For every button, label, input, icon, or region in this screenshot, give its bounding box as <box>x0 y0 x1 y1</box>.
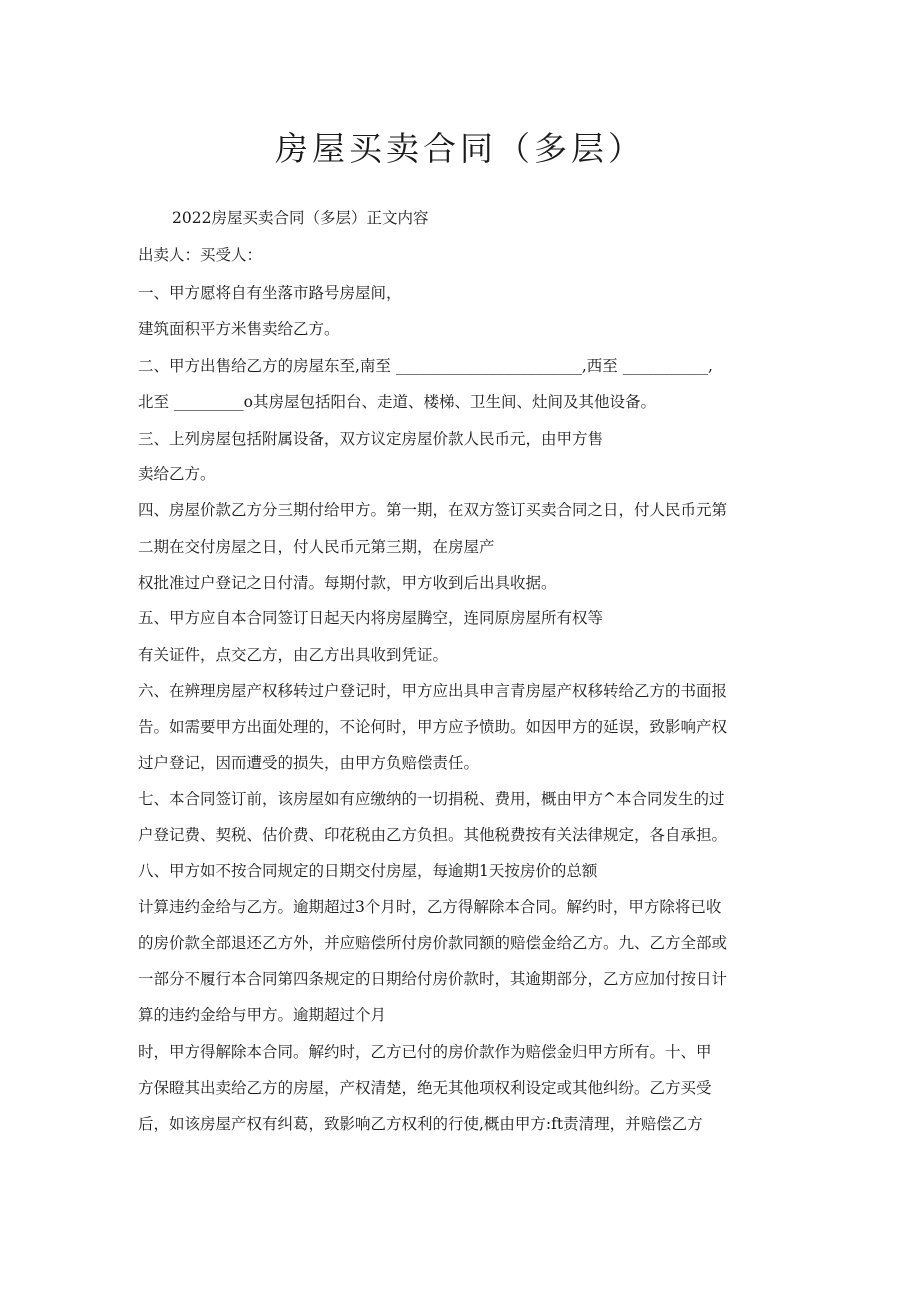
text-line: 计算违约金给与乙方。逾期超过3个月时，乙方得解除本合同。解约时，甲方除将已收 <box>138 898 722 916</box>
text-line: 方保瞪其出卖给乙方的房屋，产权清楚，绝无其他项权利设定或其他纠纷。乙方买受 <box>138 1079 712 1097</box>
text-line: 二期在交付房屋之日，付人民币元第三期，在房屋产 <box>138 538 495 556</box>
text-line: 卖给乙方。 <box>138 465 216 483</box>
text-line: 五、甲方应自本合同签订日起天内将房屋腾空，连同原房屋所有权等 <box>138 609 604 627</box>
text-line: 建筑面积平方米售卖给乙方。 <box>138 320 340 338</box>
text-line: 七、本合同签订前，该房屋如有应缴纳的一切捐税、费用，概由甲方^本合同发生的过 <box>138 790 725 808</box>
text-line: 权批准过户登记之日付清。每期付款，甲方收到后出具收据。 <box>138 574 557 592</box>
text-line: 一部分不履行本合同第四条规定的日期给付房价款时，其逾期部分，乙方应加付按日计 <box>138 970 728 988</box>
text-line: 六、在辨理房屋产权移转过户登记时，甲方应出具申言青房屋产权移转给乙方的书面报 <box>138 682 728 700</box>
text-line: 出卖人：买受人： <box>138 246 263 264</box>
text-line: 三、上列房屋包括附属设备，双方议定房屋价款人民币元，由甲方售 <box>138 430 604 448</box>
document-subtitle: 2022房屋买卖合同（多层）正文内容 <box>172 209 429 227</box>
text-line: 四、房屋价款乙方分三期付给甲方。第一期，在双方签订买卖合同之日，付人民币元第 <box>138 501 728 519</box>
text-line: 八、甲方如不按合同规定的日期交付房屋，每逾期1天按房价的总额 <box>138 862 598 880</box>
text-line: 的房价款全部退还乙方外，并应赔偿所付房价款同额的赔偿金给乙方。九、乙方全部或 <box>138 934 728 952</box>
text-line: 算的违约金给与甲方。逾期超过个月 <box>138 1006 387 1024</box>
text-line: 告。如需要甲方出面处理的，不论何时，甲方应予愤助。如因甲方的延误，致影响产权 <box>138 718 728 736</box>
text-line: 户登记费、契税、估价费、印花税由乙方负担。其他税费按有关法律规定，各自承担。 <box>138 826 728 844</box>
text-line: 一、甲方愿将自有坐落市路号房屋间， <box>138 284 402 302</box>
text-line: 有关证件，点交乙方，由乙方出具收到凭证。 <box>138 646 449 664</box>
text-line: 二、甲方出售给乙方的房屋东至,南至 ________________________,西至 ___________, <box>138 357 713 375</box>
document-title: 房屋买卖合同（多层） <box>275 129 645 168</box>
text-line: 后，如该房屋产权有纠葛，致影响乙方权利的行使,概由甲方:ft责清理，并赔偿乙方 <box>138 1115 703 1133</box>
text-line: 时，甲方得解除本合同。解约时，乙方已付的房价款作为赔偿金归甲方所有。十、甲 <box>138 1043 712 1061</box>
text-line: 北至 _________o其房屋包括阳台、走道、楼梯、卫生间、灶间及其他设备。 <box>138 393 657 411</box>
text-line: 过户登记，因而遭受的损失，由甲方负赔偿责任。 <box>138 754 480 772</box>
